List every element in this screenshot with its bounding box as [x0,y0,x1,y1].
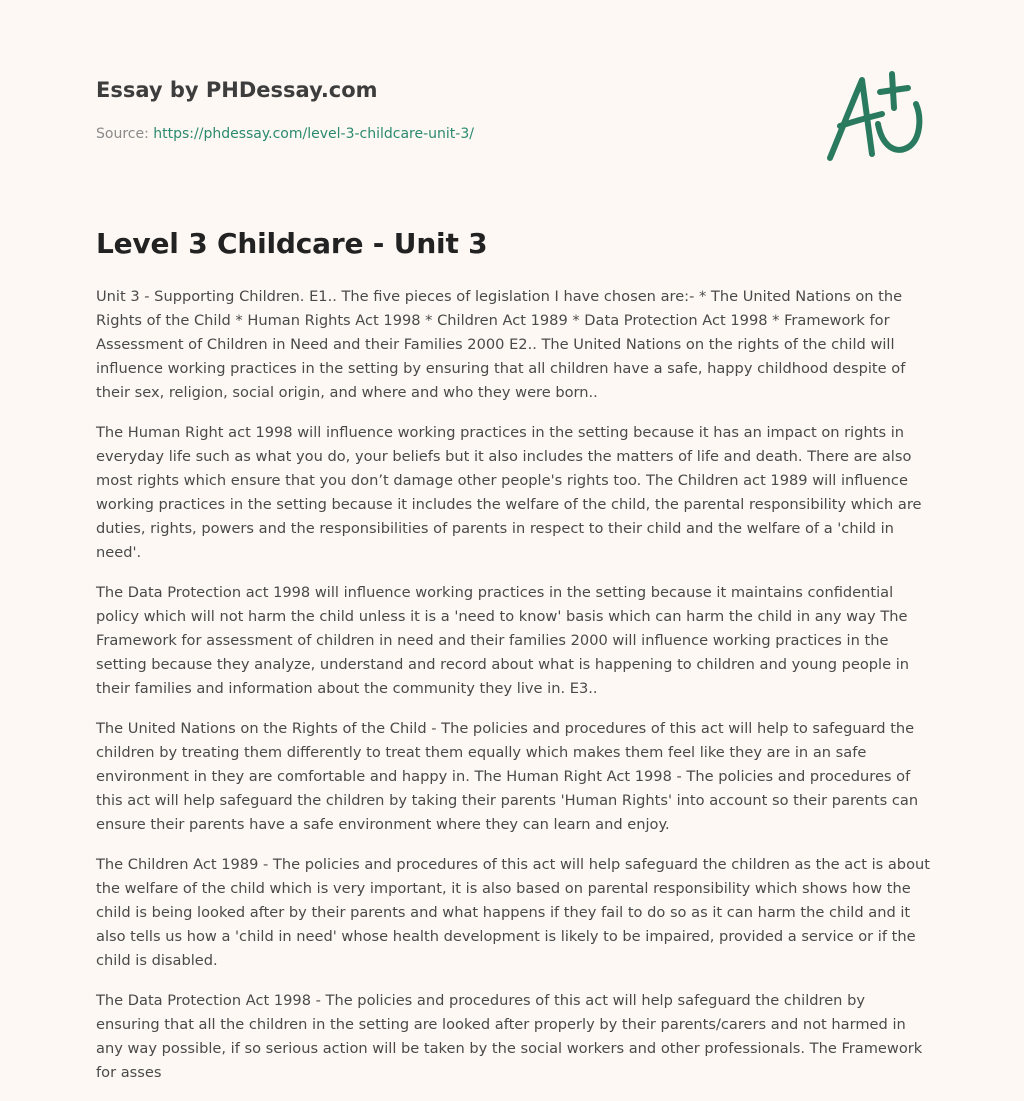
a-plus-logo-icon [822,68,926,164]
essay-title: Level 3 Childcare - Unit 3 [96,227,488,260]
source-line [96,124,796,144]
source-label: Source: [96,126,154,142]
essay-paragraph: The United Nations on the Rights of the Child - The policies and procedures of this act will help to safeguard the children by treating them differently to treat them equally which makes them feel like they are in an safe environment in they are comfortable and happy in. The Human Right Act 1998 - The policies and procedures of this act will help safeguard the children by taking their parents 'Human Rights' into account so their parents can ensure their parents have a safe environment where they can learn and enjoy. [96,720,919,833]
essay-paragraph: The Data Protection act 1998 will influence working practices in the setting because it maintains confidential policy which will not harm the child unless it is a 'need to know' basis which can harm the child in any way The Framework for assessment of children in need and their families 2000 will influence working practices in the setting because they analyze, understand and record about what is happening to children and young people in their families and information about the community they live in. E3.. [96,584,910,697]
document-header [96,76,796,144]
source-link[interactable]: https://phdessay.com/level-3-childcare-unit-3/ [153,126,474,142]
brand-title: Essay by PHDessay.com [96,78,378,102]
essay-paragraph: The Data Protection Act 1998 - The policies and procedures of this act will help safeguard the children by ensuring that all the children in the setting are looked after properly by their parents/carers and not harmed in any way possible, if so serious action will be taken by the social workers and other professionals. The Framework for asses [96,992,923,1081]
essay-paragraph: Unit 3 - Supporting Children. E1.. The five pieces of legislation I have chosen are:- * The United Nations on the Rights of the Child * Human Rights Act 1998 * Children Act 1989 * Data Protection Act 1998 * Framework for Assessment of Children in Need and their Families 2000 E2.. The United Nations on the rights of the child will influence working practices in the setting by ensuring that all children have a safe, happy childhood despite of their sex, religion, social origin, and where and who they were born.. [96,288,906,401]
essay-paragraph: The Children Act 1989 - The policies and procedures of this act will help safeguard the children as the act is about the welfare of the child which is very important, it is also based on parental responsibility which shows how the child is being looked after by their parents and what happens if they fail to do so as it can harm the child and it also tells us how a 'child in need' whose health development is likely to be impaired, provided a service or if the child is disabled. [96,856,930,969]
essay-body [96,285,932,1101]
essay-paragraph: The Human Right act 1998 will influence working practices in the setting because it has an impact on rights in everyday life such as what you do, your beliefs but it also includes the matters of life and death. There are also most rights which ensure that you don’t damage other people's rights too. The Children act 1989 will influence working practices in the setting because it includes the welfare of the child, the parental responsibility which are duties, rights, powers and the responsibilities of parents in respect to their child and the welfare of a 'child in need'. [96,424,922,561]
